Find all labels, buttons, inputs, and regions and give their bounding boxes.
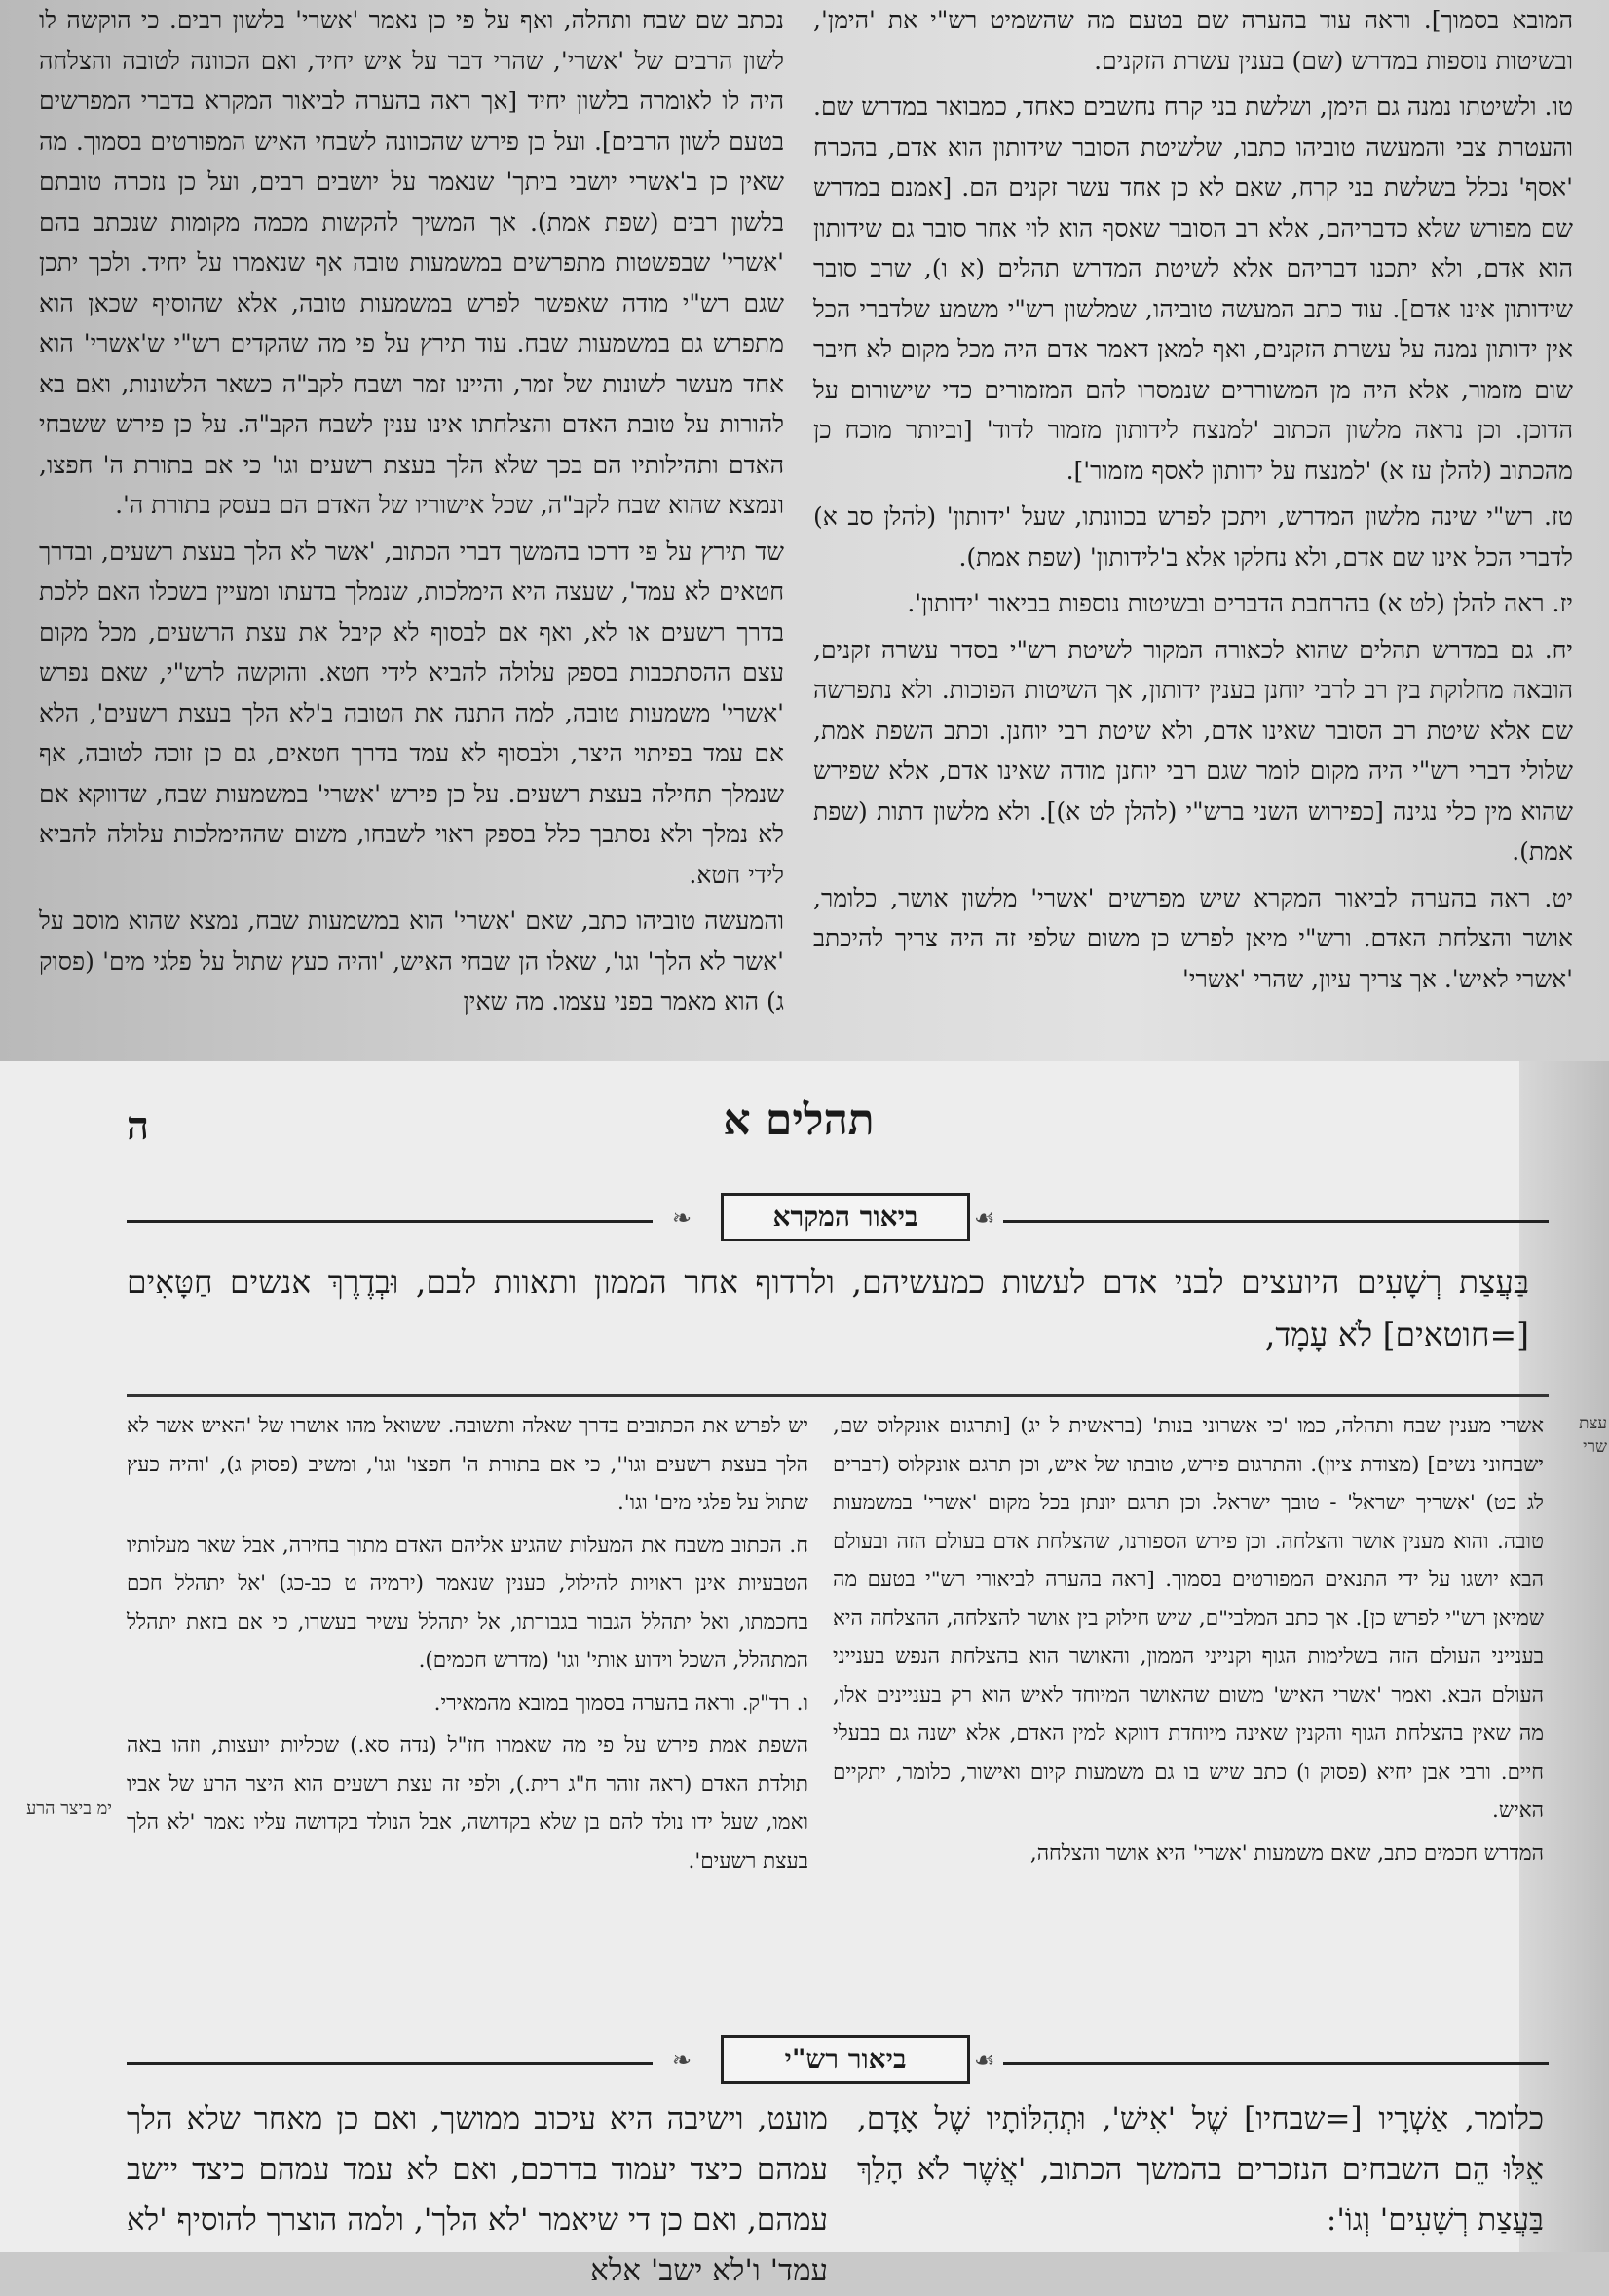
- paragraph: נכתב שם שבח ותהלה, ואף על פי כן נאמר 'אשרי' בלשון רבים. כי הוקשה לו לשון הרבים של 'אשרי', שהרי דבר על איש יחיד, ואם הכוונה לטובה והצלחה היה לו לאומרה בלשון יחיד [אך ראה בהערה לביאור המקרא בדברי המפרשים בטעם לשון הרבים]. ועל כן פירש שהכוונה לשבחי האיש המפורטים בסמוך. מה שאין כן ב'אשרי יושבי ביתך' שנאמר על יושבים רבים, ועל כן נזכרה טובתם בלשון רבים (שפת אמת). אך המשיך להקשות מכמה מקומות שנכתב בהם 'אשרי' שבפשטות מתפרשים במשמעות טובה אף שנאמרו על יחיד. ולכך יתכן שגם רש"י מודה שאפשר לפרש במשמעות טובה, אלא שהוסיף שכאן הוא מתפרש גם במשמעות שבח. עוד תירץ על פי מה שהקדים רש"י ש'אשרי' הוא אחד מעשר לשונות של זמר, והיינו זמר ושבח לקב"ה כשאר הלשונות, ואם בא להורות על טובת האדם והצלחתו אינו ענין לשבח הקב"ה. על כן פירש ששבחי האדם ותהילותיו הם בכך שלא הלך בעצת רשעים וגו' כי אם בתורת ה' חפצו, ונמצא שהוא שבח לקב"ה, שכל אישוריו של האדם הם בעסק בתורת ה'.: [39, 6, 784, 519]
- margin-note: ימ ביצר הרע: [26, 1798, 112, 1819]
- paragraph: יט. ראה בהערה לביאור המקרא שיש מפרשים 'אשרי' מלשון אושר, כלומר, אושר והצלחת האדם. ורש"י מיאן לפרש כן משום שלפי זה היה צריך להיכתב 'אשרי לאיש'. אך צריך עיון, שהרי 'אשרי': [813, 883, 1573, 993]
- section-heading-rashi: [127, 2035, 1549, 2084]
- margin-note: עצת שרי: [1579, 1414, 1607, 1457]
- bottom-page-photo: [0, 1061, 1609, 2288]
- divider: [1003, 1220, 1549, 1223]
- divider: [127, 1220, 653, 1223]
- notes-left-column: [127, 1407, 808, 2025]
- page-title: תהלים א: [723, 1095, 875, 1145]
- notes-right-column: [833, 1407, 1544, 2025]
- top-page-photo: [0, 0, 1609, 1061]
- divider: [127, 1394, 1549, 1397]
- note-paragraph: ח. הכתוב משבח את המעלות שהגיע אליהם האדם מתוך בחירה, אבל שאר מעלותיו הטבעיות אינן ראויות להילול, כענין שנאמר (ירמיה ט כב-כג) 'אל יתהלל חכם בחכמתו, ואל יתהלל הגבור בגבורתו, אל יתהלל עשיר בעשרו, כי אם בזאת יתהלל המתהלל, השכל וידוע אותי' וגו' (מדרש חכמים).: [127, 1533, 808, 1673]
- top-right-column: [813, 0, 1573, 1061]
- rashi-left-text: מועט, וישיבה היא עיכוב ממושך, ואם כן מאחר שלא הלך עמהם כיצד יעמוד בדרכם, ואם לא עמד עמהם כיצד יישב עמהם, ואם כן די שיאמר 'לא הלך', ולמה הוצרך להוסיף 'לא עמד' ו'לא ישב' אלא: [127, 2101, 828, 2288]
- note-paragraph: המדרש חכמים כתב, שאם משמעות 'אשרי' היא אושר והצלחה,: [1029, 1840, 1544, 1866]
- paragraph: יח. גם במדרש תהלים שהוא לכאורה המקור לשיטת רש"י בסדר עשרה זקנים, הובאה מחלוקת בין רב לרבי יוחנן בענין ידותון, אך השיטות הפוכות. ולא נתפרשה שם אלא שיטת רב הסובר שאינו אדם, ולא שיטת רבי יוחנן. וכתב השפת אמת, שלולי דברי רש"י היה מקום לומר שגם רבי יוחנן מודה שאינו אדם, אלא שפירש שהוא מין כלי נגינה [כפירוש השני ברש"י (להלן לט א)]. ולא מלשון דתות (שפת אמת).: [813, 635, 1574, 866]
- page-header: [107, 1095, 1490, 1164]
- ornament-icon: ☙: [974, 1204, 995, 1232]
- divider: [1003, 2062, 1549, 2065]
- verse-text: בַּעֲצַת רְשָׁעִים היועצים לבני אדם לעשות כמעשיהם, ולרדוף אחר הממון ותאוות לבם, וּבְדֶרֶךְ אנשים חַטָּאִים [=חוטאים] לֹא עָמָד,: [127, 1263, 1529, 1353]
- ornament-icon: ❧: [672, 1204, 692, 1232]
- paragraph: המובא בסמוך]. וראה עוד בהערה שם בטעם מה שהשמיט רש"י את 'הימן', ובשיטות נוספות במדרש (שם) בענין עשרת הזקנים.: [813, 6, 1573, 75]
- section-title: ביאור המקרא: [721, 1193, 970, 1241]
- rashi-right-text: כלומר, אַשְׁרָיו [=שבחיו] שֶׁל 'אִישׁ', וּתְהִלּוֹתָיו שֶׁל אָדָם, אֵלּוּ הֵם השבחים הנזכרים בהמשך הכתוב, 'אֲשֶׁר לֹא הָלַךְ בַּעֲצַת רְשָׁעִים' וְגוֹ':: [857, 2101, 1544, 2238]
- note-paragraph: יש לפרש את הכתובים בדרך שאלה ותשובה. ששואל מהו אושרו של 'האיש אשר לא הלך בעצת רשעים וגו'', כי אם בתורת ה' חפצו' וגו', ומשיב (פסוק ג), 'והיה כעץ שתול על פלגי מים' וגו'.: [127, 1414, 808, 1515]
- top-left-column: [39, 0, 784, 1061]
- section-heading-mikra: [127, 1193, 1549, 1241]
- paragraph: טז. רש"י שינה מלשון המדרש, ויתכן לפרש בכוונתו, שעל 'ידותון' (להלן סב א) לדברי הכל אינו שם אדם, ולא נחלקו אלא ב'לידותון' (שפת אמת).: [813, 502, 1573, 572]
- paragraph: טו. ולשיטתו נמנה גם הימן, ושלשת בני קרח נחשבים כאחד, כמבואר במדרש שם. והעטרת צבי והמעשה טוביהו כתבו, שלשיטת הסובר שידותון הוא אדם, בהכרח 'אסף' נכלל בשלשת בני קרח, שאם לא כן אחד עשר זקנים הם. [אמנם במדרש שם מפורש שלא כדבריהם, אלא רב הסובר שאסף הוא לוי אחר סובר גם שידותון הוא אדם, ולא יתכנו דבריהם אלא לשיטת המדרש תהלים (א ו), שרב סובר שידותון אינו אדם]. עוד כתב המעשה טוביהו, שמלשון רש"י משמע שלדברי הכל אין ידותון נמנה על עשרת הזקנים, ואף למאן דאמר אדם היה מכל מקום לא חיבר שום מזמור, אלא היה מן המשוררים שנמסרו להם המזמורים כדי שישורום על הדוכן. וכן נראה מלשון הכתוב 'למנצח לידותון מזמור לדוד' [וביותר מוכח כן מהכתוב (להלן עז א) 'למנצח על ידותון לאסף מזמור'].: [813, 93, 1573, 485]
- paragraph: שד תירץ על פי דרכו בהמשך דברי הכתוב, 'אשר לא הלך בעצת רשעים, ובדרך חטאים לא עמד', שעצה היא הימלכות, שנמלך בדעתו ומעיין בשכלו האם ללכת בדרך רשעים או לא, ואף אם לבסוף לא קיבל את עצת הרשעים, מכל מקום עצם ההסתכבות בספק עלולה להביא לידי חטא. והוקשה לרש"י, שאם נפרש 'אשרי' משמעות טובה, למה התנה את הטובה ב'לא הלך בעצת רשעים', הלא אם עמד בפיתוי היצר, ולבסוף לא עמד בדרך חטאים, גם כן זוכה לטובה, אף שנמלך תחילה בעצת רשעים. על כן פירש 'אשרי' במשמעות שבח, שדווקא אם לא נמלך ולא נסתבך כלל בספק ראוי לשבחו, משום שההימלכות עלולה להביא לידי חטא.: [39, 537, 784, 889]
- ornament-icon: ❧: [672, 2047, 692, 2074]
- note-paragraph: אשרי מענין שבח ותהלה, כמו 'כי אשרוני בנות' (בראשית ל יג) [ותרגום אונקלוס שם, ישבחוני נשים] (מצודת ציון). והתרגום פירש, טובתו של איש, וכן תרגם אונקלוס (דברים לג כט) 'אשריך ישראל' - טובך ישראל. וכן תרגם יונתן בכל מקום 'אשרי' במשמעות טובה. והוא מענין אושר והצלחה. וכן פירש הספורנו, שהצלחת אדם בעולם הזה ובעולם הבא יושגו על ידי התנאים המפורטים בסמוך. [ראה בהערה לביאורי רש"י בטעם מה שמיאן רש"י לפרש כן]. אך כתב המלבי"ם, שיש חילוק בין אושר להצלחה, ההצלחה היא בענייני העולם הזה בשלימות הגוף וקנייני הממון, והאושר הוא בהצלחת הנפש בענייני העולם הבא. ואמר 'אשרי האיש' משום שהאושר המיוחד לאיש הוא רק בעניינים אלו, מה שאין בהצלחת הגוף והקנין שאינה מיוחדת דווקא למין האדם, אלא ישנה גם בבעלי חיים. ורבי אבן יחיא (פסוק ו) כתב שיש בו גם משמעות קיום ואישור, כלומר, יתקיים האיש.: [833, 1414, 1544, 1823]
- note-paragraph: השפת אמת פירש על פי מה שאמרו חז"ל (נדה סא.) שכליות יועצות, וזהו באה תולדת האדם (ראה זוהר ח"ג רית.), ולפי זה עצת רשעים הוא היצר הרע של אביו ואמו, שעל ידו נולד להם בן שלא בקדושה, אבל הנולד בקדושה עליו נאמר 'לא הלך בעצת רשעים'.: [127, 1733, 808, 1873]
- divider: [127, 2062, 653, 2065]
- page-number: ה: [127, 1103, 150, 1149]
- paragraph: יז. ראה להלן (לט א) בהרחבת הדברים ובשיטות נוספות בביאור 'ידותון'.: [907, 589, 1573, 617]
- note-paragraph: ו. רד"ק. וראה בהערה בסמוך במובא מהמאירי.: [433, 1690, 808, 1716]
- ornament-icon: ☙: [974, 2047, 995, 2074]
- section-title: ביאור רש"י: [721, 2035, 970, 2084]
- paragraph: והמעשה טוביהו כתב, שאם 'אשרי' הוא במשמעות שבח, נמצא שהוא מוסב על 'אשר לא הלך' וגו', שאלו הן שבחי האיש, 'והיה כעץ שתול על פלגי מים' (פסוק ג) הוא מאמר בפני עצמו. מה שאין: [39, 907, 784, 1016]
